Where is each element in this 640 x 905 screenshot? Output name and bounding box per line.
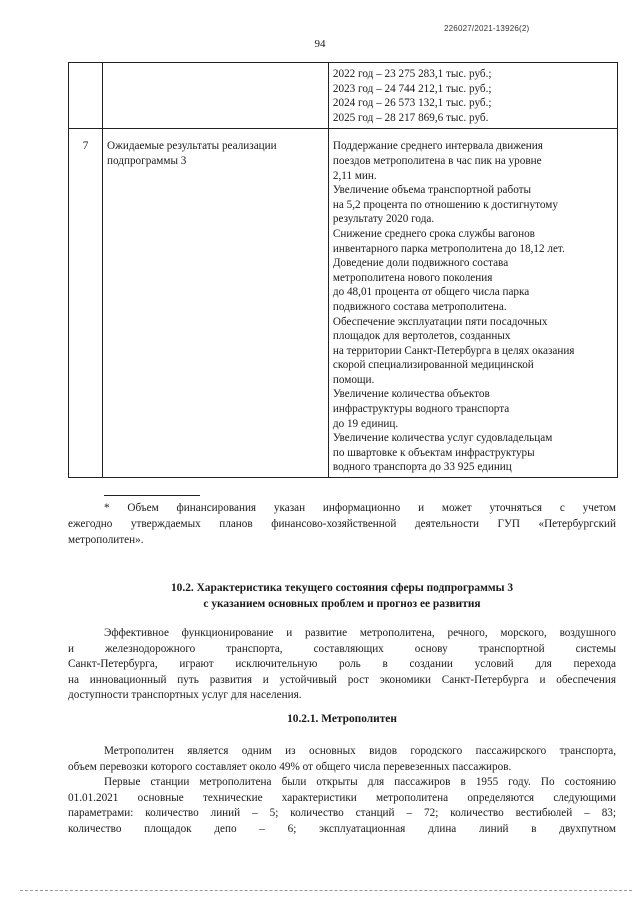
paragraph-line: Эффективное функционирование и развитие метрополитена, речного, морского, воздушного <box>104 627 616 639</box>
result-line: на территории Санкт-Петербурга в целях оказания <box>332 344 575 357</box>
row-number-cell: 7 <box>69 129 103 478</box>
result-line: помощи. <box>332 373 375 386</box>
page-bottom-edge <box>20 890 632 891</box>
result-line: водного транспорта до 33 925 единиц <box>332 461 512 474</box>
row-number-cell <box>69 63 103 129</box>
passport-table <box>68 62 618 478</box>
result-line: до 48,01 процента от общего числа парка <box>332 286 530 299</box>
funding-line-2023: 2023 год – 24 744 212,1 тыс. руб.; <box>332 82 492 95</box>
result-line: Обеспечение эксплуатации пяти посадочных <box>332 315 548 328</box>
expected-results-cell <box>328 129 617 478</box>
result-line: площадок для вертолетов, созданных <box>332 330 511 343</box>
paragraph-line: доступности транспортных услуг для населения. <box>68 689 302 701</box>
paragraph-line: количество площадок депо – 6; эксплуатационная длина линий в двухпутном <box>68 822 616 835</box>
footnote-line: * Объем финансирования указан информационно и может уточняться с учетом <box>104 502 616 514</box>
paragraph <box>68 744 616 775</box>
funding-line-2025: 2025 год – 28 217 869,6 тыс. руб. <box>332 111 489 124</box>
paragraph-line: объем перевозки которого составляет около 49% от общего числа перевезенных пассажиров. <box>68 760 512 773</box>
result-line: Увеличение количества объектов <box>332 388 490 401</box>
footnote <box>68 500 616 548</box>
section-heading <box>68 580 616 612</box>
row-label-cell <box>103 63 329 129</box>
result-line: поездов метрополитена в час пик на уровне <box>332 154 542 167</box>
paragraph-line: Санкт-Петербурга, играют исключительную роль в создании условий для перехода <box>68 658 616 670</box>
paragraph-line: параметрами: количество линий – 5; количество станций – 72; количество вестибюлей – 83; <box>68 807 616 819</box>
table-row <box>69 129 618 478</box>
document-number: 226027/2021-13926(2) <box>444 24 530 33</box>
footnote-line: метрополитен». <box>68 534 144 546</box>
footnote-divider <box>104 495 200 496</box>
result-line: Увеличение количества услуг судовладельцам <box>332 432 553 445</box>
result-line: инфраструктуры водного транспорта <box>332 403 510 416</box>
result-line: на 5,2 процента по отношению к достигнутому <box>332 198 558 211</box>
result-line: Поддержание среднего интервала движения <box>332 140 543 153</box>
result-line: Снижение среднего срока службы вагонов <box>332 227 535 240</box>
section-heading-line: с указанием основных проблем и прогноз ее развития <box>203 598 481 610</box>
result-line: метрополитена нового поколения <box>332 271 493 284</box>
paragraph-line: и железнодорожного транспорта, составляющих основу транспортной системы <box>68 642 616 655</box>
result-line: скорой специализированной медицинской <box>332 359 534 372</box>
result-line: Увеличение объема транспортной работы <box>332 184 532 197</box>
subsection-heading: 10.2.1. Метрополитен <box>287 713 397 725</box>
paragraph <box>68 775 616 837</box>
paragraph-line: Метрополитен является одним из основных видов городского пассажирского транспорта, <box>104 745 616 757</box>
paragraph <box>68 626 616 704</box>
paragraph-line: на инновационный путь развития и устойчивый рост экономики Санкт-Петербурга и обеспечения <box>68 673 616 686</box>
result-line: инвентарного парка метрополитена до 18,12 лет. <box>332 242 565 255</box>
row-value-cell <box>328 63 617 129</box>
paragraph-line: Первые станции метрополитена были открыты для пассажиров в 1955 году. По состоянию <box>104 776 616 788</box>
row-label-cell: Ожидаемые результаты реализации подпрограммы 3 <box>103 129 329 478</box>
table-row <box>69 63 618 129</box>
result-line: по швартовке к объектам инфраструктуры <box>332 446 535 459</box>
result-line: до 19 единиц. <box>332 417 399 430</box>
result-line: 2,11 мин. <box>332 169 377 182</box>
page-number: 94 <box>314 38 326 50</box>
result-line: Доведение доли подвижного состава <box>332 257 509 270</box>
footnote-line: ежегодно утверждаемых планов финансово-хозяйственной деятельности ГУП «Петербургский <box>68 518 616 530</box>
result-line: подвижного состава метрополитена. <box>332 300 507 313</box>
funding-line-2024: 2024 год – 26 573 132,1 тыс. руб.; <box>332 97 492 110</box>
paragraph-line: 01.01.2021 основные технические характеристики метрополитена определяются следующими <box>68 791 616 804</box>
section-heading-line: 10.2. Характеристика текущего состояния сферы подпрограммы 3 <box>170 582 514 594</box>
funding-line-2022: 2022 год – 23 275 283,1 тыс. руб.; <box>332 68 492 80</box>
result-line: результату 2020 года. <box>332 213 435 226</box>
